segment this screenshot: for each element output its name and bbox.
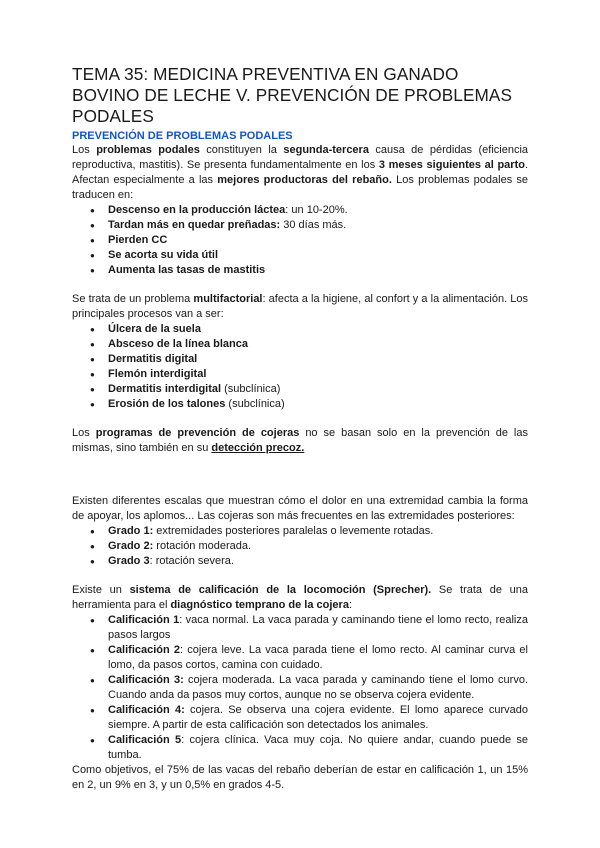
list-item: ● Calificación 5: cojera clínica. Vaca muy coja. No quiere andar, cuando puede se tumba. [90, 733, 528, 763]
list-item: ● Flemón interdigital [90, 367, 528, 382]
list-item: ● Calificación 3: cojera moderada. La vaca parada y caminando tiene el lomo curvo. Cuando anda da pasos muy cortos, aunque no se observa cojera evidente. [90, 673, 528, 703]
processes-list [72, 322, 528, 412]
document-title: TEMA 35: MEDICINA PREVENTIVA EN GANADO BOVINO DE LECHE V. PREVENCIÓN DE PROBLEMAS PODALES [72, 64, 513, 126]
califications-list [72, 613, 528, 763]
list-item: ● Grado 3: rotación severa. [90, 554, 528, 569]
list-item: ● Pierden CC [90, 233, 528, 248]
scales-paragraph: Existen diferentes escalas que muestran cómo el dolor en una extremidad cambia la forma de apoyar, los aplomos... Las cojeras son más frecuentes en las extremidades posteriores: [72, 495, 528, 522]
bold-run: 3 meses siguientes al parto [378, 159, 525, 171]
list-item: ● Calificación 2: cojera leve. La vaca parada tiene el lomo recto. Al caminar curva el lomo, da pasos cortos, camina con cuidado. [90, 643, 528, 673]
grades-list [72, 524, 528, 569]
bold-run: problemas podales [96, 144, 200, 156]
list-item: ● Grado 2: rotación moderada. [90, 539, 528, 554]
list-item: ● Dermatitis interdigital (subclínica) [90, 382, 528, 397]
list-item: ● Absceso de la línea blanca [90, 337, 528, 352]
text-run: causa de pérdidas (eficiencia reproductiva, mastitis). Se presenta fundamentalmente en los [72, 144, 529, 171]
underlined-bold-run: detección precoz. [211, 442, 305, 454]
sprecher-paragraph: Existe un sistema de calificación de la locomoción (Sprecher). Se trata de una herramienta para el diagnóstico temprano de la cojera: [72, 584, 528, 611]
text-run: Los problemas podales se traducen en: [72, 174, 529, 201]
text-run: Los [72, 144, 97, 156]
text-run: constituyen la [199, 144, 284, 156]
list-item: ● Úlcera de la suela [90, 322, 528, 337]
bold-run: segunda-tercera [283, 144, 369, 156]
section-heading: PREVENCIÓN DE PROBLEMAS PODALES [72, 130, 293, 142]
multifactorial-paragraph: Se trata de un problema multifactorial: afecta a la higiene, al confort y a la alimentación. Los principales procesos van a ser: [72, 293, 528, 320]
objectives-paragraph: Como objetivos, el 75% de las vacas del rebaño deberían de estar en calificación 1, un 15% en 2, un 9% en 3, y un 0,5% en grados 4-5. [72, 764, 528, 791]
list-item: ● Dermatitis digital [90, 352, 528, 367]
list-item: ● Se acorta su vida útil [90, 248, 528, 263]
list-item: ● Grado 1: extremidades posteriores paralelas o levemente rotadas. [90, 524, 528, 539]
bold-run: mejores productoras del rebaño. [217, 174, 392, 186]
list-item: ● Calificación 4: cojera. Se observa una cojera evidente. El lomo aparece curvado siempre. A partir de esta calificación son detectados los animales. [90, 703, 528, 733]
list-item: ● Erosión de los talones (subclínica) [90, 397, 528, 412]
list-item: ● Tardan más en quedar preñadas: 30 días más. [90, 218, 528, 233]
programs-paragraph: Los programas de prevención de cojeras no se basan solo en la prevención de las mismas, sino también en su detección precoz. [72, 427, 528, 454]
intro-paragraph [72, 143, 528, 203]
text-run: . Afectan especialmente a las [72, 159, 529, 186]
list-item: ● Calificación 1: vaca normal. La vaca parada y caminando tiene el lomo recto, realiza pasos largos [90, 613, 528, 643]
list-item: ● Aumenta las tasas de mastitis [90, 263, 528, 278]
list-item: ● Descenso en la producción láctea: un 10-20%. [90, 203, 528, 218]
effects-list [72, 203, 528, 278]
